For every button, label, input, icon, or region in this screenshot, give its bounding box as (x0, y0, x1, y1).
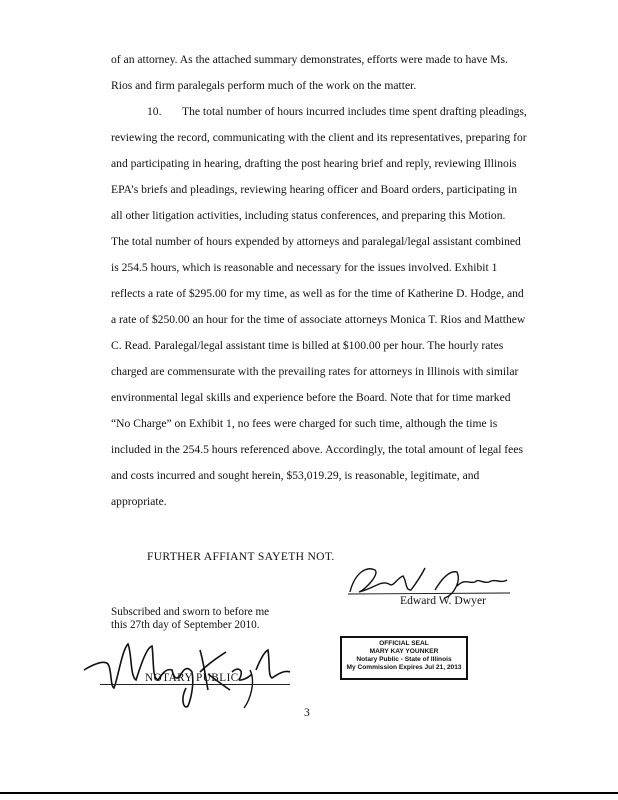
body-line: EPA’s briefs and pleadings, reviewing hearing officer and Board orders, participating in (111, 183, 517, 196)
body-line: is 254.5 hours, which is reasonable and necessary for the issues involved. Exhibit 1 (111, 261, 498, 274)
body-line: reflects a rate of $295.00 for my time, as well as for the time of Katherine D. Hodge, and (111, 287, 524, 300)
body-line: Rios and firm paralegals perform much of the work on the matter. (111, 79, 417, 92)
body-line: all other litigation activities, including status conferences, and preparing this Motion. (111, 209, 506, 222)
seal-title: OFFICIAL SEAL (379, 640, 429, 647)
notary-signature-line (100, 684, 290, 685)
body-line: C. Read. Paralegal/legal assistant time is billed at $100.00 per hour. The hourly rates (111, 339, 504, 352)
seal-expires: My Commission Expires Jul 21, 2013 (346, 664, 462, 671)
notary-signature (80, 630, 300, 712)
body-line: The total number of hours expended by attorneys and paralegal/legal assistant combined (111, 235, 521, 248)
body-line: appropriate. (111, 495, 167, 508)
official-seal-stamp (340, 636, 468, 680)
body-line: included in the 254.5 hours referenced above. Accordingly, the total amount of legal fees (111, 443, 523, 456)
body-line: “No Charge” on Exhibit 1, no fees were charged for such time, although the time is (111, 417, 498, 430)
seal-state: Notary Public - State of Illinois (356, 656, 452, 663)
bottom-rule (0, 792, 618, 794)
affiant-closing: FURTHER AFFIANT SAYETH NOT. (147, 550, 335, 563)
body-line: of an attorney. As the attached summary demonstrates, efforts were made to have Ms. (111, 53, 508, 66)
notary-public-label: NOTARY PUBLIC (145, 672, 239, 684)
seal-name: MARY KAY YOUNKER (369, 648, 439, 655)
body-line: The total number of hours incurred includes time spent drafting pleadings, (182, 105, 527, 118)
sworn-statement: Subscribed and sworn to before me (111, 606, 270, 618)
paragraph-number: 10. (147, 105, 162, 118)
body-line: charged are commensurate with the prevailing rates for attorneys in Illinois with similar (111, 365, 519, 378)
body-line: and participating in hearing, drafting the post hearing brief and reply, reviewing Illinois (111, 157, 517, 170)
body-line: environmental legal skills and experience before the Board. Note that for time marked (111, 391, 511, 404)
signer-name: Edward W. Dwyer (400, 594, 486, 607)
page-number: 3 (304, 706, 310, 719)
body-line: a rate of $250.00 an hour for the time of associate attorneys Monica T. Rios and Matthew (111, 313, 526, 326)
body-line: reviewing the record, communicating with the client and its representatives, preparing for (111, 131, 527, 144)
sworn-date: this 27th day of September 2010. (111, 619, 260, 631)
body-line: and costs incurred and sought herein, $53,019.29, is reasonable, legitimate, and (111, 469, 480, 482)
